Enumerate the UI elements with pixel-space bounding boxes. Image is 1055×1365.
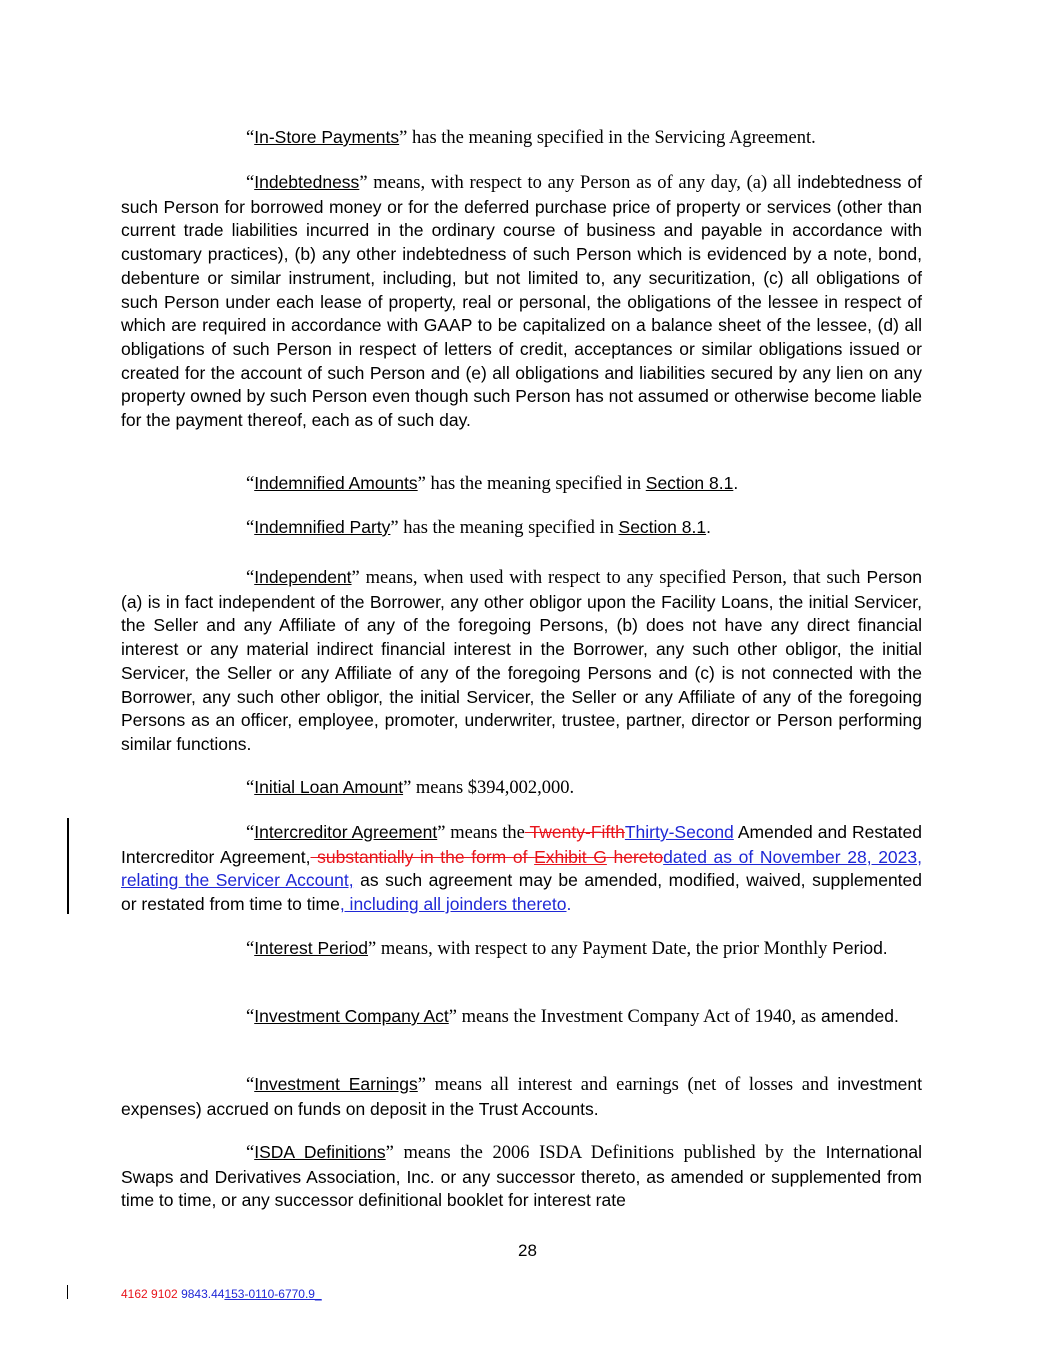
definition-text: means $394,002,000. [411,778,575,798]
inserted-text: Thirty-Second [624,822,734,842]
definition-lead-text: means all interest and earnings (net of losses and [425,1075,829,1095]
footer-inserted-id: 9843.44 [177,1287,225,1301]
definition-investment-company-act: “Investment Company Act” means the Investment Company Act of 1940, as amended. [246,1006,899,1027]
definition-initial-loan-amount: “Initial Loan Amount” means $394,002,000. [246,777,575,798]
definition-indemnified-amounts: “Indemnified Amounts” has the meaning specified in Section 8.1. [246,473,739,494]
definition-investment-earnings: “Investment Earnings” means all interest and earnings (net of losses and investment expenses) accrued on funds on deposit in the Trust Accounts. [121,1074,922,1119]
definition-lead-text: means, when used with respect to any specified Person, that such [359,568,861,588]
definition-indemnified-party: “Indemnified Party” has the meaning specified in Section 8.1. [246,517,711,538]
page-number: 28 [518,1241,537,1260]
footer-deleted-id: 4162 9102 [121,1287,178,1301]
definition-text: International Swaps and Derivatives Association, Inc. or any successor thereto, as amended or supplemented from time to time, or any successor definitional booklet for interest rate [121,1142,922,1211]
definition-text: as such agreement may be amended, modified, waived, supplemented or restated from time to time [121,870,923,915]
definition-text: investment expenses) accrued on funds on deposit in the Trust Accounts. [121,1074,922,1119]
definition-text: has the meaning specified in [425,474,646,494]
defined-term: Independent [254,567,352,587]
definition-intercreditor-agreement: “Intercreditor Agreement” means the Twenty-FifthThirty-Second Amended and Restated Intercreditor Agreement, substantially in the form of Exhibit G heretodated as of November 28, 2023, relating the Servicer Account, as such agreement may be amended, modified, waived, supplemented or restated from time to time, including all joinders thereto. [121,822,923,915]
definition-lead-text: means the 2006 ISDA Definitions published by the [393,1143,816,1163]
inserted-text: dated as of November 28, 2023, relating the Servicer Account, [121,846,922,891]
section-reference: Section 8.1 [618,517,707,537]
definition-lead-text: means the Investment Company Act of 1940, as [456,1007,817,1027]
inserted-text: , including all joinders thereto [339,894,567,915]
defined-term: Indebtedness [254,172,360,192]
section-reference: Section 8.1 [645,473,734,493]
definition-text: Person (a) is in fact independent of the Borrower, any other obligor upon the Facility Loans, the initial Servicer, the Seller and any Affiliate of any of the foregoing Persons, (b) does not have any direct financial interest or any material indirect financial interest in the Borrower, any such other obligor, the initial Servicer, the Seller or any Affiliate of any of the foregoing Persons and (c) is not connected with the Borrower, any such other obligor, the initial Servicer, the Seller or any Affiliate of any of the foregoing Persons as an officer, employee, promoter, underwriter, trustee, partner, director or Person performing similar functions. [121,567,922,754]
footer-change-bar [67,1285,68,1299]
deleted-exhibit-reference: Exhibit G [534,846,607,867]
definition-text: has the meaning specified in the Servicing Agreement. [407,128,816,148]
deleted-text: substantially in the form of [310,846,535,867]
defined-term: Initial Loan Amount [254,777,404,797]
definition-text: amended. [821,1006,899,1026]
defined-term: Investment Company Act [254,1006,449,1026]
defined-term: Interest Period [254,938,369,958]
definition-independent: “Independent” means, when used with respect to any specified Person, that such Person (a) is in fact independent of the Borrower, any other obligor upon the Facility Loans, the initial Servicer, the Seller and any Affiliate of any of the foregoing Persons, (b) does not have any direct financial interest or any material indirect financial interest in the Borrower, any such other obligor, the initial Servicer, the Seller or any Affiliate of any of the foregoing Persons and (c) is not connected with the Borrower, any such other obligor, the initial Servicer, the Seller or any Affiliate of any of the foregoing Persons as an officer, employee, promoter, underwriter, trustee, partner, director or Person performing similar functions. [121,567,922,754]
defined-term: Intercreditor Agreement [254,822,438,842]
definition-isda-definitions: “ISDA Definitions” means the 2006 ISDA Definitions published by the International Swaps and Derivatives Association, Inc. or any successor thereto, as amended or supplemented from time to time, or any successor definitional booklet for interest rate [121,1142,922,1211]
defined-term: ISDA Definitions [254,1142,386,1162]
defined-term: Indemnified Party [254,517,391,537]
definition-interest-period: “Interest Period” means, with respect to any Payment Date, the prior Monthly Period. [246,938,888,959]
definition-lead-text: means the [445,823,525,843]
definition-in-store-payments: “In-Store Payments” has the meaning specified in the Servicing Agreement. [246,127,816,148]
definition-text: has the meaning specified in [398,518,619,538]
definition-lead-text: means, with respect to any Payment Date, the prior Monthly [376,939,828,959]
change-bar [67,818,69,914]
defined-term: Investment Earnings [254,1074,418,1094]
deleted-text: hereto [606,846,664,867]
definition-lead-text: means, with respect to any Person as of any day, (a) all [367,173,792,193]
defined-term: In-Store Payments [254,127,400,147]
definition-indebtedness: “Indebtedness” means, with respect to any Person as of any day, (a) all indebtedness of such Person for borrowed money or for the deferred purchase price of property or services (other than current trade liabilities incurred in the ordinary course of business and payable in accordance with customary practices), (b) any other indebtedness of such Person which is evidenced by a note, bond, debenture or similar instrument, including, but not limited to, any securitization, (c) all obligations of such Person under each lease of property, real or personal, the obligations of the lessee in respect of which are required in accordance with GAAP to be capitalized on a balance sheet of the lessee, (d) all obligations of such Person in respect of letters of credit, acceptances or similar obligations issued or created for the account of such Person and (e) all obligations and liabilities secured by any lien on any property owned by such Person even though such Person has not assumed or otherwise become liable for the payment thereof, each as of such day. [121,172,922,431]
defined-term: Indemnified Amounts [254,473,418,493]
footer-inserted-id-underlined: 153-0110-6770.9_ [224,1287,322,1301]
document-footer-id [121,1287,322,1301]
definition-text: Amended and Restated Intercreditor Agreement, [121,822,922,867]
deleted-text: Twenty-Fifth [524,822,625,842]
definition-text: Period. [832,938,888,958]
definition-text: indebtedness of such Person for borrowed money or for the deferred purchase price of property or services (other than current trade liabilities incurred in the ordinary course of business and payable in accordance with customary practices), (b) any other indebtedness of such Person which is evidenced by a note, bond, debenture or similar instrument, including, but not limited to, any securitization, (c) all obligations of such Person under each lease of property, real or personal, the obligations of the lessee in respect of which are required in accordance with GAAP to be capitalized on a balance sheet of the lessee, (d) all obligations of such Person in respect of letters of credit, acceptances or similar obligations issued or created for the account of such Person and (e) all obligations and liabilities secured by any lien on any property owned by such Person even though such Person has not assumed or otherwise become liable for the payment thereof, each as of such day. [121,172,922,431]
